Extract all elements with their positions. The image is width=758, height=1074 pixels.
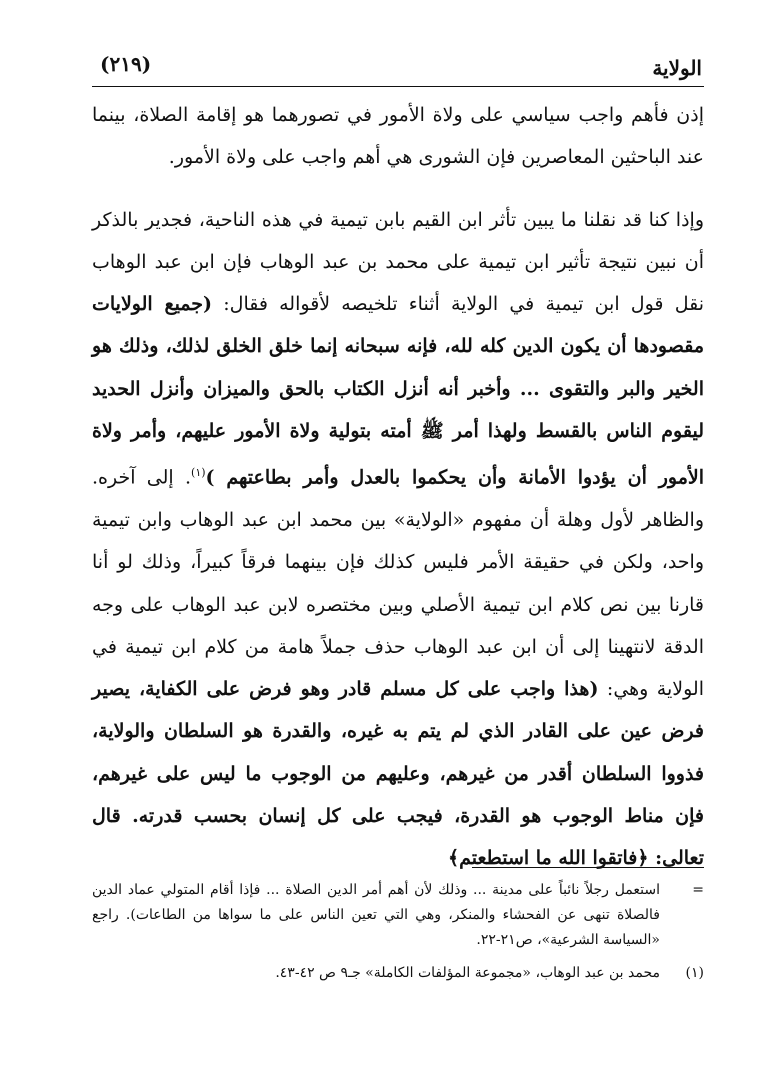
paragraph-2-continuation: . إلى آخره. والظاهر لأول وهلة أن مفهوم «الولاية» بين محمد ابن عبد الوهاب وابن تيمية واحد، ولكن في حقيقة الأمر فليس كذلك فإن بينهما فرقاً كبيراً، وذلك لو أنا قارنا بين نص كلام ابن تيمية الأصلي وبين مختصره لابن عبد الوهاب على وجه الدقة لانتهينا إلى أن ابن عبد الوهاب حذف جملاً هامة من كلام ابن تيمية في الولاية وهي: — [92, 466, 705, 701]
footnote-1-marker: (١) — [685, 965, 704, 981]
footnote-1-text: محمد بن عبد الوهاب، «مجموعة المؤلفات الكاملة» جـ٩ ص ٤٢-٤٣. — [275, 965, 660, 981]
footnote-continued-marker: = — [692, 882, 704, 898]
book-page — [92, 40, 705, 981]
footnote-continued — [92, 878, 704, 953]
header-rule — [92, 86, 704, 87]
paragraph-2-intro: وإذا كنا قد نقلنا ما يبين تأثر ابن القيم بابن تيمية في هذه الناحية، فجدير بالذكر أن نبين نتيجة تأثير ابن تيمية على محمد بن عبد الوهاب فإن ابن عبد الوهاب نقل قول ابن تيمية في الولاية أثناء تلخيصه لأقواله فقال: — [92, 208, 704, 316]
quote-ibn-taymiyyah-original: (هذا واجب على كل مسلم قادر وهو فرض على الكفاية، يصير فرض عين على القادر الذي لم يتم به غيره، والقدرة هو السلطان والولاية، فذووا السلطان أقدر من غيرهم، وعليهم من الوجوب ما ليس على غيرهم، فإن مناط الوجوب هو القدرة، فيجب على كل إنسان بحسب قدرته. قال تعالى: ﴿فاتقوا الله ما استطعتم﴾ — [92, 678, 704, 870]
page-number: (٢١٩) — [100, 52, 152, 76]
paragraph-1: إذن فأهم واجب سياسي على ولاة الأمور في تصورهما هو إقامة الصلاة، بينما عند الباحثين المعاصرين فإن الشورى هي أهم واجب على ولاة الأمور. — [92, 104, 704, 169]
footnote-1 — [92, 961, 704, 986]
running-title: الولاية — [652, 56, 702, 80]
quote-ibn-taymiyyah-summary: (جميع الولايات مقصودها أن يكون الدين كله لله، فإنه سبحانه إنما خلق الخلق لذلك، وذلك هو الخير والبر والتقوى ... وأخبر أنه أنزل الكتاب بالحق والميزان وأنزل الحديد ليقوم الناس بالقسط ولهذا أمر ﷺ أمته بتولية ولاة الأمور عليهم، وأمر ولاة الأمور أن يؤدوا الأمانة وأن يحكموا بالعدل وأمر بطاعتهم ) — [92, 293, 704, 489]
footnote-separator — [472, 867, 704, 868]
footnote-ref-1: (١) — [191, 466, 206, 480]
main-text — [92, 94, 704, 880]
footnotes — [92, 878, 704, 986]
paragraph-2 — [92, 199, 704, 880]
footnote-continued-text: استعمل رجلاً نائباً على مدينة ... وذلك لأن أهم أمر الدين الصلاة ... فإذا أقام المتولي عماد الدين فالصلاة تنهى عن الفحشاء والمنكر، وهي التي تعين الناس على ما سواها من الطاعات). راجع «السياسة الشرعية»، ص٢١-٢٢. — [92, 882, 660, 948]
page-header — [92, 40, 704, 82]
